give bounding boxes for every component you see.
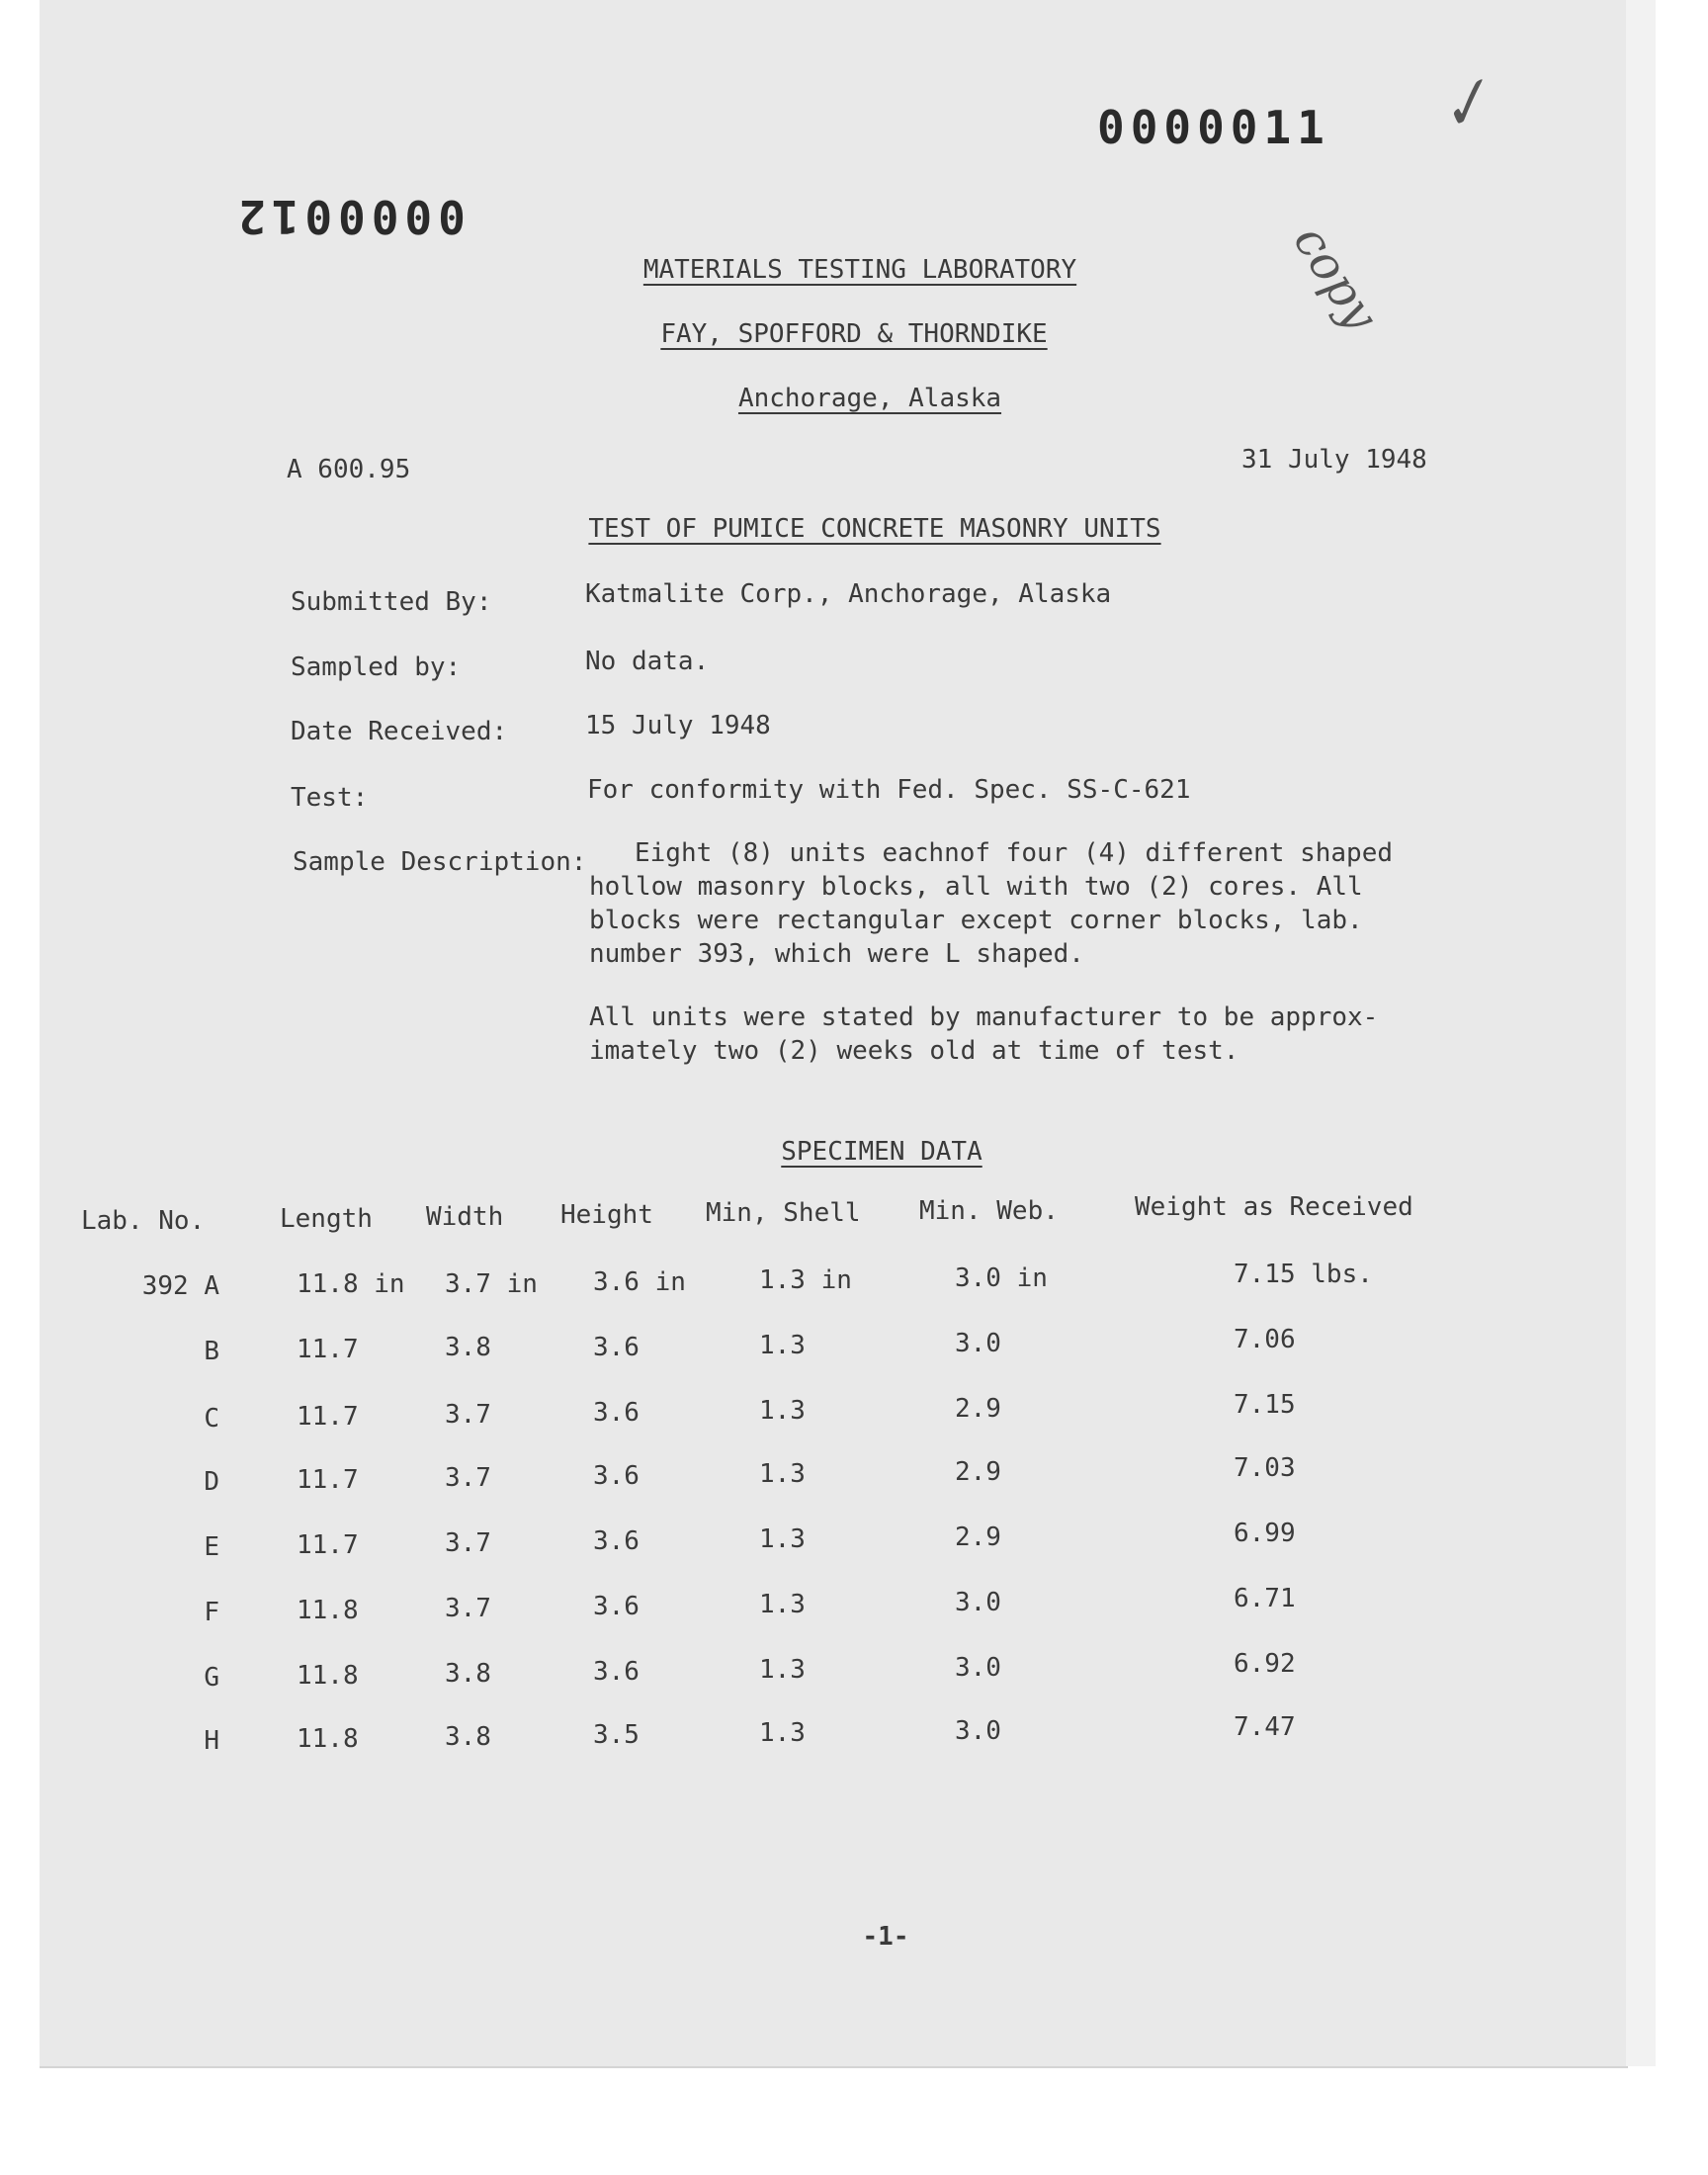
column-header-weight: Weight as Received bbox=[1135, 1192, 1413, 1222]
cell-weight: 6.71 bbox=[1234, 1584, 1296, 1613]
cell-length: 11.8 bbox=[297, 1596, 359, 1625]
cell-length: 11.8 in bbox=[297, 1269, 405, 1299]
location-heading: Anchorage, Alaska bbox=[737, 384, 1002, 413]
field-label-submitted-by: Submitted By: bbox=[291, 587, 492, 617]
cell-lab-no: G bbox=[204, 1663, 219, 1693]
cell-min-web: 2.9 bbox=[955, 1394, 1001, 1424]
cell-weight: 6.92 bbox=[1234, 1649, 1296, 1679]
cell-height: 3.6 bbox=[593, 1526, 640, 1556]
cell-length: 11.7 bbox=[297, 1402, 359, 1432]
cell-width: 3.7 bbox=[445, 1400, 491, 1430]
field-value-date-received: 15 July 1948 bbox=[585, 711, 771, 740]
column-header-min-shell: Min, Shell bbox=[706, 1198, 861, 1228]
cell-lab-no: 392 A bbox=[141, 1271, 219, 1301]
cell-height: 3.6 bbox=[593, 1657, 640, 1687]
cell-height: 3.6 bbox=[593, 1398, 640, 1428]
cell-lab-no: H bbox=[204, 1726, 219, 1756]
field-label-sample-description: Sample Description: bbox=[293, 847, 587, 877]
cell-min-shell: 1.3 bbox=[759, 1655, 806, 1685]
cell-min-shell: 1.3 bbox=[759, 1590, 806, 1619]
cell-width: 3.8 bbox=[445, 1722, 491, 1752]
cell-weight: 6.99 bbox=[1234, 1519, 1296, 1548]
cell-min-shell: 1.3 bbox=[759, 1396, 806, 1426]
cell-min-web: 3.0 bbox=[955, 1653, 1001, 1683]
report-title: TEST OF PUMICE CONCRETE MASONRY UNITS bbox=[588, 514, 1161, 544]
cell-height: 3.5 bbox=[593, 1720, 640, 1750]
cell-width: 3.7 in bbox=[445, 1269, 538, 1299]
cell-length: 11.8 bbox=[297, 1724, 359, 1754]
cell-length: 11.7 bbox=[297, 1335, 359, 1364]
lab-name-heading: MATERIALS TESTING LABORATORY bbox=[642, 255, 1077, 285]
cell-height: 3.6 bbox=[593, 1461, 640, 1491]
firm-name-heading: FAY, SPOFFORD & THORNDIKE bbox=[660, 319, 1048, 349]
cell-height: 3.6 in bbox=[593, 1267, 686, 1297]
cell-min-shell: 1.3 bbox=[759, 1524, 806, 1554]
cell-min-shell: 1.3 bbox=[759, 1718, 806, 1748]
page-shadow bbox=[1626, 0, 1656, 2066]
cell-length: 11.7 bbox=[297, 1530, 359, 1560]
cell-lab-no: C bbox=[204, 1404, 219, 1434]
field-value-submitted-by: Katmalite Corp., Anchorage, Alaska bbox=[585, 579, 1112, 609]
cell-weight: 7.15 lbs. bbox=[1234, 1260, 1373, 1289]
document-page bbox=[40, 0, 1628, 2068]
field-label-date-received: Date Received: bbox=[291, 717, 508, 746]
cell-length: 11.8 bbox=[297, 1661, 359, 1691]
column-header-height: Height bbox=[560, 1200, 653, 1230]
stamp-number-top-left: 0000012 bbox=[232, 190, 466, 243]
cell-weight: 7.03 bbox=[1234, 1453, 1296, 1483]
cell-min-web: 3.0 bbox=[955, 1588, 1001, 1617]
cell-min-web: 2.9 bbox=[955, 1457, 1001, 1487]
cell-height: 3.6 bbox=[593, 1592, 640, 1621]
page-number: -1- bbox=[862, 1922, 909, 1952]
field-label-sampled-by: Sampled by: bbox=[291, 652, 462, 682]
cell-min-web: 3.0 bbox=[955, 1329, 1001, 1358]
column-header-length: Length bbox=[280, 1204, 373, 1234]
field-value-test: For conformity with Fed. Spec. SS-C-621 bbox=[587, 775, 1191, 805]
cell-width: 3.7 bbox=[445, 1463, 491, 1493]
cell-min-shell: 1.3 in bbox=[759, 1265, 852, 1295]
stamp-number-top-right: 0000011 bbox=[1097, 101, 1330, 154]
cell-lab-no: B bbox=[204, 1337, 219, 1366]
cell-height: 3.6 bbox=[593, 1333, 640, 1362]
cell-weight: 7.15 bbox=[1234, 1390, 1296, 1420]
sample-description-line: Eight (8) units eachnof four (4) different shaped bbox=[635, 838, 1394, 868]
column-header-lab-no: Lab. No. bbox=[81, 1206, 206, 1236]
cell-width: 3.8 bbox=[445, 1659, 491, 1689]
cell-weight: 7.06 bbox=[1234, 1325, 1296, 1354]
cell-min-shell: 1.3 bbox=[759, 1459, 806, 1489]
sample-age-note-line: All units were stated by manufacturer to be approx- bbox=[589, 1002, 1379, 1032]
specimen-data-heading: SPECIMEN DATA bbox=[781, 1137, 982, 1167]
column-header-width: Width bbox=[426, 1202, 504, 1232]
cell-lab-no: F bbox=[204, 1598, 219, 1627]
handwritten-copy-note: copy bbox=[1282, 216, 1390, 341]
cell-min-web: 3.0 bbox=[955, 1716, 1001, 1746]
cell-lab-no: D bbox=[204, 1467, 219, 1497]
column-header-min-web: Min. Web. bbox=[919, 1196, 1059, 1226]
sample-description-line: number 393, which were L shaped. bbox=[589, 939, 1084, 969]
cell-min-shell: 1.3 bbox=[759, 1331, 806, 1360]
cell-length: 11.7 bbox=[297, 1465, 359, 1495]
reference-number: A 600.95 bbox=[287, 455, 411, 484]
sample-age-note-line: imately two (2) weeks old at time of test. bbox=[589, 1036, 1239, 1066]
cell-width: 3.8 bbox=[445, 1333, 491, 1362]
cell-lab-no: E bbox=[204, 1532, 219, 1562]
handwritten-check-mark: ✓ bbox=[1426, 62, 1502, 149]
cell-width: 3.7 bbox=[445, 1528, 491, 1558]
sample-description-line: hollow masonry blocks, all with two (2) cores. All bbox=[589, 872, 1363, 902]
cell-width: 3.7 bbox=[445, 1594, 491, 1623]
cell-min-web: 2.9 bbox=[955, 1522, 1001, 1552]
field-value-sampled-by: No data. bbox=[585, 647, 710, 676]
report-date: 31 July 1948 bbox=[1241, 445, 1427, 475]
sample-description-line: blocks were rectangular except corner blocks, lab. bbox=[589, 906, 1363, 935]
cell-weight: 7.47 bbox=[1234, 1712, 1296, 1742]
cell-min-web: 3.0 in bbox=[955, 1263, 1048, 1293]
field-label-test: Test: bbox=[291, 783, 369, 813]
